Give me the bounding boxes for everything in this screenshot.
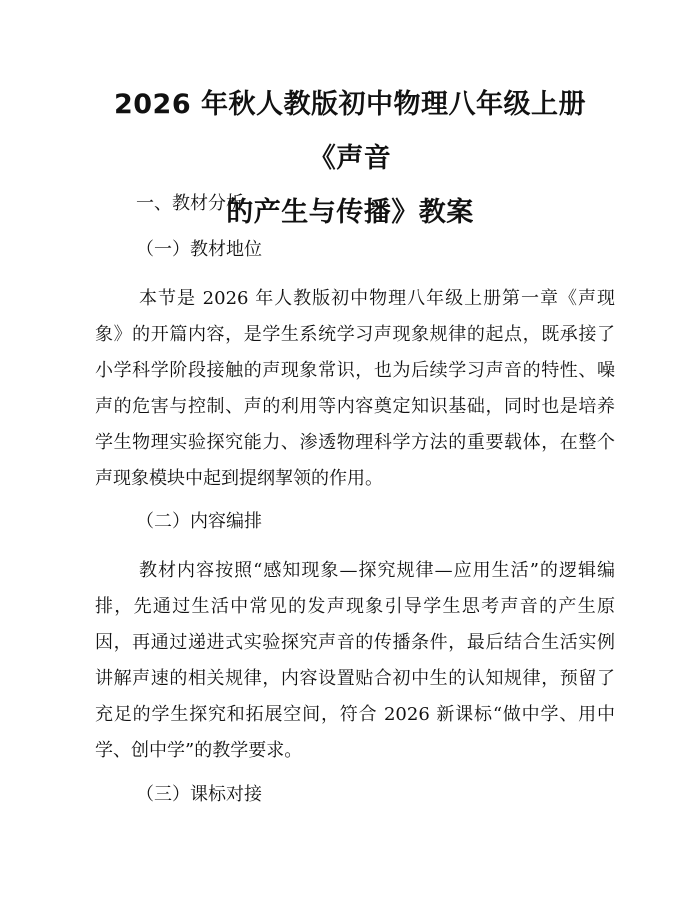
paragraph-content-arrangement: 教材内容按照“感知现象—探究规律—应用生活”的逻辑编排，先通过生活中常见的发声现象引导学生思考声音的产生原因，再通过递进式实验探究声音的传播条件，最后结合生活实例讲解声速的相关规律，内容设置贴合初中生的认知规律，预留了充足的学生探究和拓展空间，符合 2026 新课标“做中学、用中学、创中学”的教学要求。 xyxy=(95,560,615,761)
paragraph-material-position: 本节是 2026 年人教版初中物理八年级上册第一章《声现象》的开篇内容，是学生系统学习声现象规律的起点，既承接了小学科学阶段接触的声现象常识，也为后续学习声音的特性、噪声的危害与控制、声的利用等内容奠定知识基础，同时也是培养学生物理实验探究能力、渗透物理科学方法的重要载体，在整个声现象模块中起到提纲挈领的作用。 xyxy=(95,288,615,489)
subsection-heading-material-position: （一）教材地位 xyxy=(136,239,262,260)
section-heading-teaching-material-analysis: 一、教材分析 xyxy=(136,193,244,214)
subsection-heading-curriculum-standard-alignment: （三）课标对接 xyxy=(136,784,262,805)
subsection-heading-content-arrangement: （二）内容编排 xyxy=(136,511,262,532)
document-title-line-1: 2026 年秋人教版初中物理八年级上册《声音 xyxy=(113,89,587,174)
document-title-line-2: 的产生与传播》教案 xyxy=(226,197,474,228)
